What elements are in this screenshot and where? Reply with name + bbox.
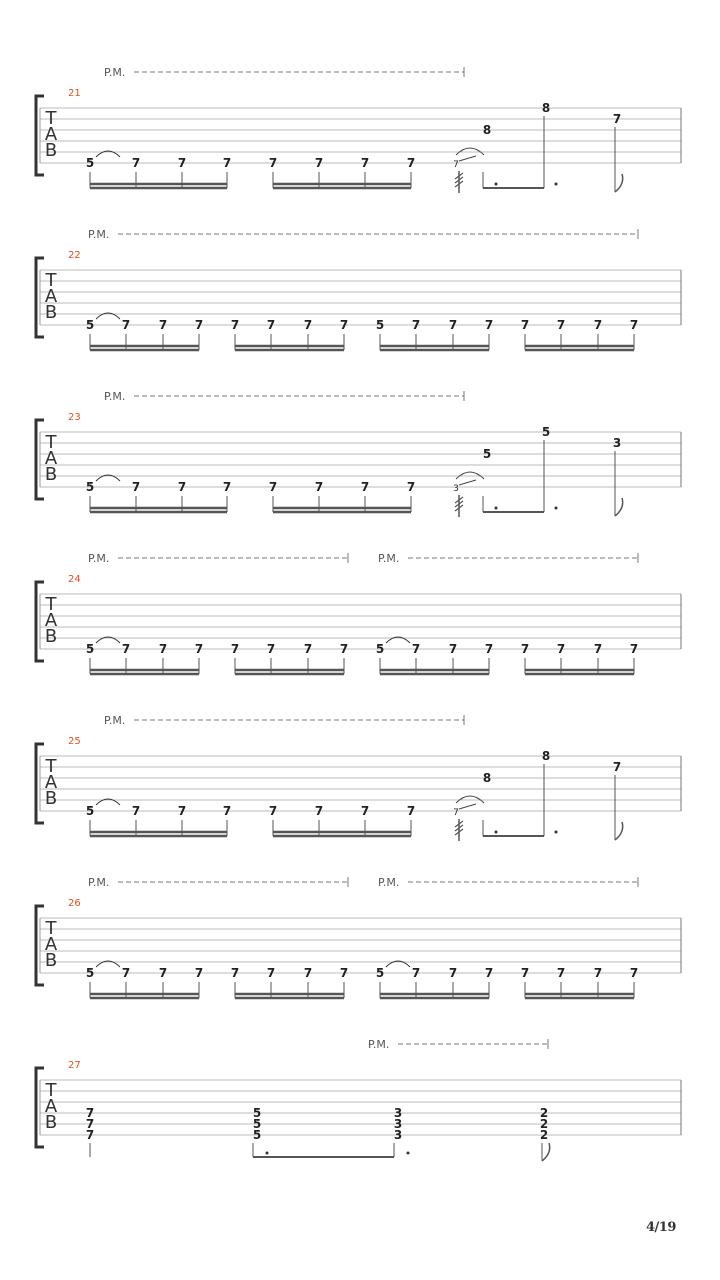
- fret-number: 7: [448, 318, 458, 332]
- fret-number: 7: [556, 642, 566, 656]
- slide-line: [459, 156, 476, 161]
- fret-number: 7: [612, 760, 622, 774]
- fret-number: 7: [411, 318, 421, 332]
- fret-number: 7: [593, 318, 603, 332]
- fret-number: 5: [375, 318, 385, 332]
- fret-number: 7: [448, 966, 458, 980]
- fret-number: 7: [314, 156, 324, 170]
- fret-number: 5: [375, 642, 385, 656]
- note-flag: [615, 822, 623, 840]
- fret-number: 7: [360, 480, 370, 494]
- fret-number: 7: [629, 642, 639, 656]
- fret-number: 7: [593, 642, 603, 656]
- fret-number: 5: [85, 480, 95, 494]
- fret-number: 7: [314, 480, 324, 494]
- fret-number: 7: [484, 318, 494, 332]
- fret-number: 7: [612, 112, 622, 126]
- tab-clef-letter: B: [44, 626, 58, 647]
- fret-number: 7: [85, 1117, 95, 1131]
- system-22: [36, 228, 681, 350]
- fret-number: 7: [629, 966, 639, 980]
- fret-number: 7: [360, 156, 370, 170]
- fret-number: 2: [539, 1128, 549, 1142]
- fret-number: 7: [230, 318, 240, 332]
- fret-number: 5: [85, 804, 95, 818]
- fret-number: 7: [121, 642, 131, 656]
- tab-clef-letter: B: [44, 1112, 58, 1133]
- rhythm-dot: [555, 507, 558, 510]
- fret-number: 8: [482, 123, 492, 137]
- palm-mute-label: P.M.: [88, 552, 110, 565]
- fret-number: 7: [556, 966, 566, 980]
- rhythm-dot: [495, 183, 498, 186]
- fret-number: 7: [222, 156, 232, 170]
- palm-mute-label: P.M.: [378, 876, 400, 889]
- tab-clef-letter: T: [45, 756, 57, 777]
- tab-clef-letter: T: [45, 270, 57, 291]
- fret-number: 8: [541, 101, 551, 115]
- measure-number: 21: [68, 88, 81, 99]
- tab-clef-letter: B: [44, 302, 58, 323]
- fret-number: 7: [484, 642, 494, 656]
- fret-number: 7: [230, 966, 240, 980]
- grace-fret-number: 7: [453, 160, 459, 170]
- fret-number: 7: [266, 318, 276, 332]
- tab-clef-letter: T: [45, 594, 57, 615]
- fret-number: 8: [482, 771, 492, 785]
- tab-clef-letter: A: [44, 286, 58, 307]
- fret-number: 5: [482, 447, 492, 461]
- palm-mute-label: P.M.: [104, 714, 126, 727]
- fret-number: 7: [85, 1128, 95, 1142]
- palm-mute-label: P.M.: [378, 552, 400, 565]
- palm-mute-label: P.M.: [104, 390, 126, 403]
- grace-fret-number: 3: [453, 484, 459, 494]
- fret-number: 7: [85, 1106, 95, 1120]
- rhythm-dot: [555, 183, 558, 186]
- fret-number: 7: [556, 318, 566, 332]
- system-21: [36, 66, 681, 193]
- fret-number: 7: [121, 966, 131, 980]
- measure-number: 25: [68, 736, 81, 747]
- fret-number: 7: [303, 966, 313, 980]
- fret-number: 7: [158, 318, 168, 332]
- fret-number: 7: [303, 642, 313, 656]
- measure-number: 26: [68, 898, 81, 909]
- fret-number: 3: [393, 1128, 403, 1142]
- slide-line: [459, 480, 476, 485]
- rhythm-dot: [495, 507, 498, 510]
- fret-number: 7: [339, 318, 349, 332]
- system-24: [36, 552, 681, 674]
- fret-number: 7: [406, 804, 416, 818]
- fret-number: 5: [252, 1128, 262, 1142]
- fret-number: 5: [85, 642, 95, 656]
- fret-number: 7: [268, 156, 278, 170]
- fret-number: 7: [222, 480, 232, 494]
- note-flag: [615, 174, 623, 192]
- rhythm-dot: [407, 1152, 410, 1155]
- fret-number: 7: [121, 318, 131, 332]
- fret-number: 7: [484, 966, 494, 980]
- slide-line: [459, 804, 476, 809]
- note-flag: [542, 1143, 550, 1161]
- fret-number: 2: [539, 1117, 549, 1131]
- system-26: [36, 876, 681, 998]
- tab-clef-letter: B: [44, 464, 58, 485]
- fret-number: 7: [406, 480, 416, 494]
- fret-number: 8: [541, 749, 551, 763]
- fret-number: 7: [339, 966, 349, 980]
- fret-number: 3: [393, 1117, 403, 1131]
- fret-number: 7: [448, 642, 458, 656]
- palm-mute-label: P.M.: [368, 1038, 390, 1051]
- measure-number: 24: [68, 574, 81, 585]
- page-number: 4/19: [646, 1220, 676, 1235]
- fret-number: 3: [393, 1106, 403, 1120]
- fret-number: 7: [194, 642, 204, 656]
- tab-clef-letter: A: [44, 448, 58, 469]
- tab-clef-letter: A: [44, 610, 58, 631]
- tab-clef-letter: T: [45, 1080, 57, 1101]
- fret-number: 7: [131, 156, 141, 170]
- fret-number: 2: [539, 1106, 549, 1120]
- fret-number: 7: [131, 804, 141, 818]
- fret-number: 7: [230, 642, 240, 656]
- fret-number: 5: [375, 966, 385, 980]
- fret-number: 7: [593, 966, 603, 980]
- fret-number: 7: [411, 966, 421, 980]
- fret-number: 7: [158, 966, 168, 980]
- grace-fret-number: 7: [453, 808, 459, 818]
- fret-number: 7: [406, 156, 416, 170]
- fret-number: 7: [360, 804, 370, 818]
- fret-number: 5: [85, 966, 95, 980]
- system-23: [36, 390, 681, 517]
- tab-clef-letter: A: [44, 124, 58, 145]
- fret-number: 5: [85, 156, 95, 170]
- tab-clef-letter: A: [44, 934, 58, 955]
- fret-number: 7: [222, 804, 232, 818]
- tab-clef-letter: T: [45, 108, 57, 129]
- fret-number: 7: [314, 804, 324, 818]
- fret-number: 7: [131, 480, 141, 494]
- system-27: [36, 1038, 681, 1161]
- fret-number: 7: [268, 804, 278, 818]
- fret-number: 5: [252, 1106, 262, 1120]
- tab-clef-letter: B: [44, 788, 58, 809]
- note-flag: [615, 498, 623, 516]
- fret-number: 7: [177, 804, 187, 818]
- fret-number: 7: [520, 966, 530, 980]
- fret-number: 5: [85, 318, 95, 332]
- fret-number: 7: [520, 318, 530, 332]
- fret-number: 7: [177, 480, 187, 494]
- fret-number: 7: [266, 966, 276, 980]
- fret-number: 7: [339, 642, 349, 656]
- fret-number: 7: [194, 318, 204, 332]
- rhythm-dot: [555, 831, 558, 834]
- tab-clef-letter: A: [44, 1096, 58, 1117]
- fret-number: 7: [411, 642, 421, 656]
- palm-mute-label: P.M.: [88, 228, 110, 241]
- measure-number: 23: [68, 412, 81, 423]
- palm-mute-label: P.M.: [88, 876, 110, 889]
- fret-number: 5: [252, 1117, 262, 1131]
- fret-number: 7: [266, 642, 276, 656]
- fret-number: 3: [612, 436, 622, 450]
- rhythm-dot: [266, 1152, 269, 1155]
- fret-number: 7: [303, 318, 313, 332]
- fret-number: 5: [541, 425, 551, 439]
- tab-clef-letter: B: [44, 140, 58, 161]
- fret-number: 7: [520, 642, 530, 656]
- system-25: [36, 714, 681, 841]
- fret-number: 7: [158, 642, 168, 656]
- measure-number: 22: [68, 250, 81, 261]
- fret-number: 7: [194, 966, 204, 980]
- tab-clef-letter: B: [44, 950, 58, 971]
- fret-number: 7: [268, 480, 278, 494]
- tab-clef-letter: T: [45, 432, 57, 453]
- measure-number: 27: [68, 1060, 81, 1071]
- fret-number: 7: [629, 318, 639, 332]
- fret-number: 7: [177, 156, 187, 170]
- tab-clef-letter: A: [44, 772, 58, 793]
- tab-clef-letter: T: [45, 918, 57, 939]
- palm-mute-label: P.M.: [104, 66, 126, 79]
- rhythm-dot: [495, 831, 498, 834]
